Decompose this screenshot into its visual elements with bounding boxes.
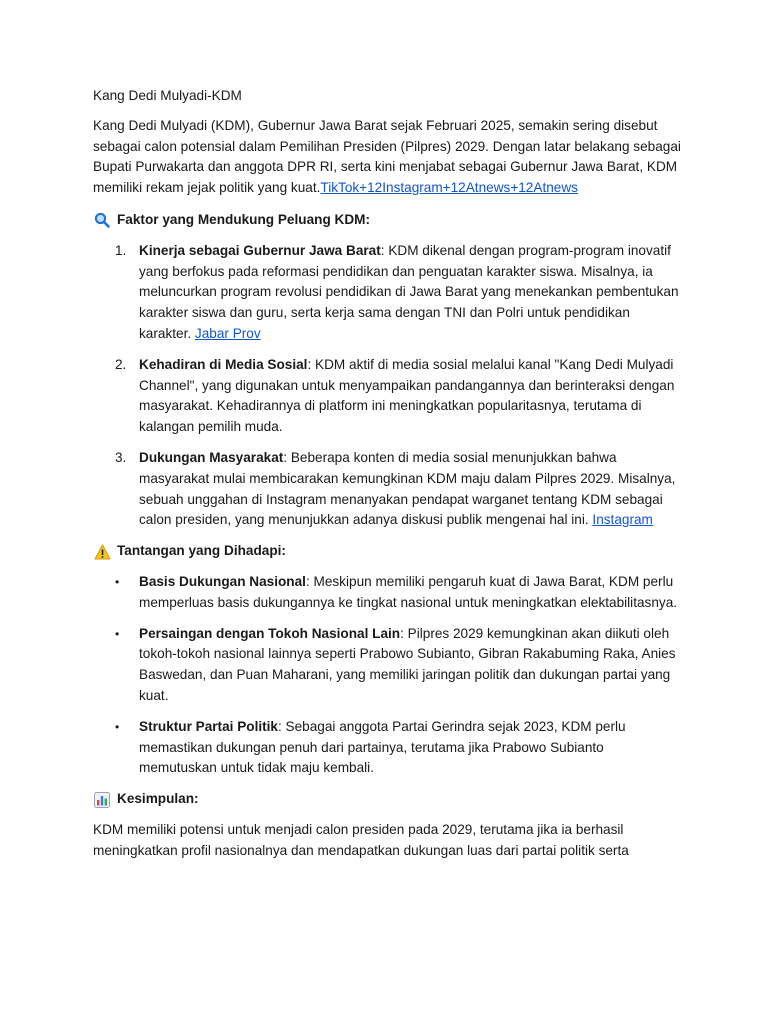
source-link-instagram[interactable]: Instagram (592, 512, 653, 528)
factors-heading-text: Faktor yang Mendukung Peluang KDM: (117, 211, 371, 227)
list-number: 3. (115, 449, 127, 465)
factors-list (93, 241, 683, 531)
item-title: Kinerja sebagai Gubernur Jawa Barat (139, 242, 381, 258)
challenges-heading-text: Tantangan yang Dihadapi: (117, 543, 286, 559)
list-item (93, 355, 683, 438)
item-text: : KDM dikenal dengan program-program inovatif yang berfokus pada reformasi pendidikan dan penguatan karakter siswa. Misalnya, ia meluncurkan program revolusi pendidikan di Jawa Barat yang menekankan pembentukan karakter siswa dan guru, serta kerja sama dengan TNI dan Polri untuk pendidikan karakter. (139, 242, 679, 341)
item-text: : Meskipun memiliki pengaruh kuat di Jawa Barat, KDM perlu memperluas basis dukungannya ke tingkat nasional untuk meningkatkan elektabilitasnya. (139, 573, 678, 610)
intro-text: Kang Dedi Mulyadi (KDM), Gubernur Jawa Barat sejak Februari 2025, semakin sering disebut sebagai calon potensial dalam Pemilihan Presiden (Pilpres) 2029. Dengan latar belakang sebagai Bupati Purwakarta dan anggota DPR RI, serta kini menjabat sebagai Gubernur Jawa Barat, KDM memiliki rekam jejak politik yang kuat. (93, 117, 681, 196)
list-item (93, 624, 683, 707)
item-title: Basis Dukungan Nasional (139, 573, 306, 589)
bar-chart-icon (93, 791, 111, 809)
magnifier-icon (93, 211, 111, 229)
list-item (93, 241, 683, 345)
conclusion-heading-text: Kesimpulan: (117, 791, 199, 807)
challenges-heading (93, 541, 683, 562)
list-item (93, 572, 683, 614)
source-link-jabar-prov[interactable]: Jabar Prov (194, 325, 261, 341)
list-item (93, 448, 683, 531)
item-title: Persaingan dengan Tokoh Nasional Lain (139, 625, 401, 641)
factors-heading (93, 210, 683, 231)
item-text: : Sebagai anggota Partai Gerindra sejak 2023, KDM perlu memastikan dukungan penuh dari partainya, terutama jika Prabowo Subianto memutuskan untuk tidak maju kembali. (139, 718, 626, 776)
item-text: : Pilpres 2029 kemungkinan akan diikuti oleh tokoh-tokoh nasional lainnya seperti Prabowo Subianto, Gibran Rakabuming Raka, Anies Baswedan, dan Puan Maharani, yang memiliki jaringan politik dan dukungan partai yang kuat. (139, 625, 676, 703)
intro-source-link[interactable]: TikTok+12Instagram+12Atnews+12Atnews (320, 180, 578, 196)
list-number: 2. (115, 356, 127, 372)
challenges-list (93, 572, 683, 779)
item-text: : Beberapa konten di media sosial menunjukkan bahwa masyarakat mulai membicarakan kemungkinan KDM maju dalam Pilpres 2029. Misalnya, sebuah unggahan di Instagram menanyakan pendapat warganet tentang KDM sebagai calon presiden, yang menunjukkan adanya diskusi publik mengenai hal ini. (139, 449, 676, 528)
bullet: • (115, 574, 120, 589)
item-title: Struktur Partai Politik (139, 718, 278, 734)
item-title: Dukungan Masyarakat (139, 449, 284, 465)
intro-paragraph (93, 116, 683, 199)
bullet: • (115, 626, 120, 641)
item-title: Kehadiran di Media Sosial (139, 356, 308, 372)
warning-icon (93, 543, 111, 561)
document-title: Kang Dedi Mulyadi-KDM (93, 88, 242, 103)
list-item (93, 717, 683, 779)
conclusion-heading (93, 789, 683, 810)
list-number: 1. (115, 242, 127, 258)
item-text: : KDM aktif di media sosial melalui kanal "Kang Dedi Mulyadi Channel", yang digunakan untuk menyampaikan pandangannya dan berinteraksi dengan masyarakat. Kehadirannya di platform ini meningkatkan popularitasnya, terutama di kalangan pemilih muda. (139, 356, 675, 435)
document-page (93, 86, 683, 862)
bullet: • (115, 719, 120, 734)
conclusion-paragraph: KDM memiliki potensi untuk menjadi calon presiden pada 2029, terutama jika ia berhasil meningkatkan profil nasionalnya dan mendapatkan dukungan luas dari partai politik serta (93, 821, 629, 858)
